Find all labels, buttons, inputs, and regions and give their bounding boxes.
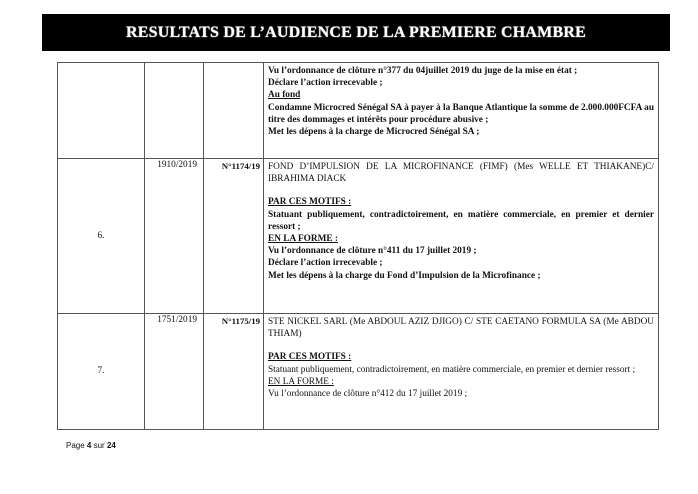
- page-label: Page: [66, 441, 85, 450]
- decision-line: Met les dépens à la charge de Microcred Sénégal SA ;: [268, 127, 480, 138]
- case-decision-cell: [264, 314, 659, 430]
- header-banner: [42, 14, 670, 51]
- table-row: [58, 159, 659, 314]
- section-label: Au fond: [268, 90, 301, 101]
- page-sep: sur: [93, 441, 105, 450]
- decision-line: Déclare l’action irrecevable ;: [268, 258, 383, 269]
- case-date-cell: 1910/2019: [145, 159, 204, 314]
- case-ref-cell: N°1174/19: [204, 159, 264, 314]
- forme-label: EN LA FORME :: [268, 234, 338, 245]
- page-footer: [66, 441, 116, 450]
- case-ref-cell: N°1175/19: [204, 314, 264, 430]
- case-number-cell: 7.: [58, 314, 145, 430]
- case-decision-cell: [264, 159, 659, 314]
- decision-line: Vu l’ordonnance de clôture n°412 du 17 juillet 2019 ;: [268, 389, 468, 400]
- motifs-text: Statuant publiquement, contradictoirement, en matière commerciale, en premier et dernier ressort ;: [268, 364, 636, 375]
- page-number: 4: [86, 441, 92, 450]
- case-number-cell: 6.: [58, 159, 145, 314]
- case-ref-cell: [204, 63, 264, 159]
- motifs-label: PAR CES MOTIFS :: [268, 197, 352, 208]
- case-decision-cell: [264, 63, 659, 159]
- motifs-text: Statuant publiquement, contradictoirement, en matière commerciale, en premier et dernier ressort ;: [268, 209, 654, 232]
- results-table: [57, 62, 659, 430]
- table-row: [58, 314, 659, 430]
- motifs-label: PAR CES MOTIFS :: [268, 352, 352, 363]
- decision-line: Condamne Microcred Sénégal SA à payer à la Banque Atlantique la somme de 2.000.000FCFA au titre des dommages et intérêts pour procédure abusive ;: [268, 102, 654, 125]
- decision-line: Met les dépens à la charge du Fond d’Impulsion de la Microfinance ;: [268, 270, 541, 281]
- decision-line: Déclare l’action irrecevable ;: [268, 78, 383, 89]
- decision-line: Vu l’ordonnance de clôture n°377 du 04juillet 2019 du juge de la mise en état ;: [268, 66, 578, 76]
- page-title: RESULTATS DE L’AUDIENCE DE LA PREMIERE CHAMBRE: [126, 23, 586, 41]
- case-date-cell: 1751/2019: [145, 314, 204, 430]
- case-date-cell: [145, 63, 204, 159]
- forme-label: EN LA FORME :: [268, 376, 334, 387]
- decision-line: Vu l’ordonnance de clôture n°411 du 17 juillet 2019 ;: [268, 246, 477, 257]
- case-parties: FOND D’IMPULSION DE LA MICROFINANCE (FIMF) (Mes WELLE ET THIAKANE)C/ IBRAHIMA DIACK: [268, 162, 654, 185]
- table-row: [58, 63, 659, 159]
- case-number-cell: [58, 63, 145, 159]
- case-parties: STE NICKEL SARL (Me ABDOUL AZIZ DJIGO) C/ STE CAETANO FORMULA SA (Me ABDOU THIAM): [268, 317, 654, 340]
- page-total: 24: [106, 441, 116, 450]
